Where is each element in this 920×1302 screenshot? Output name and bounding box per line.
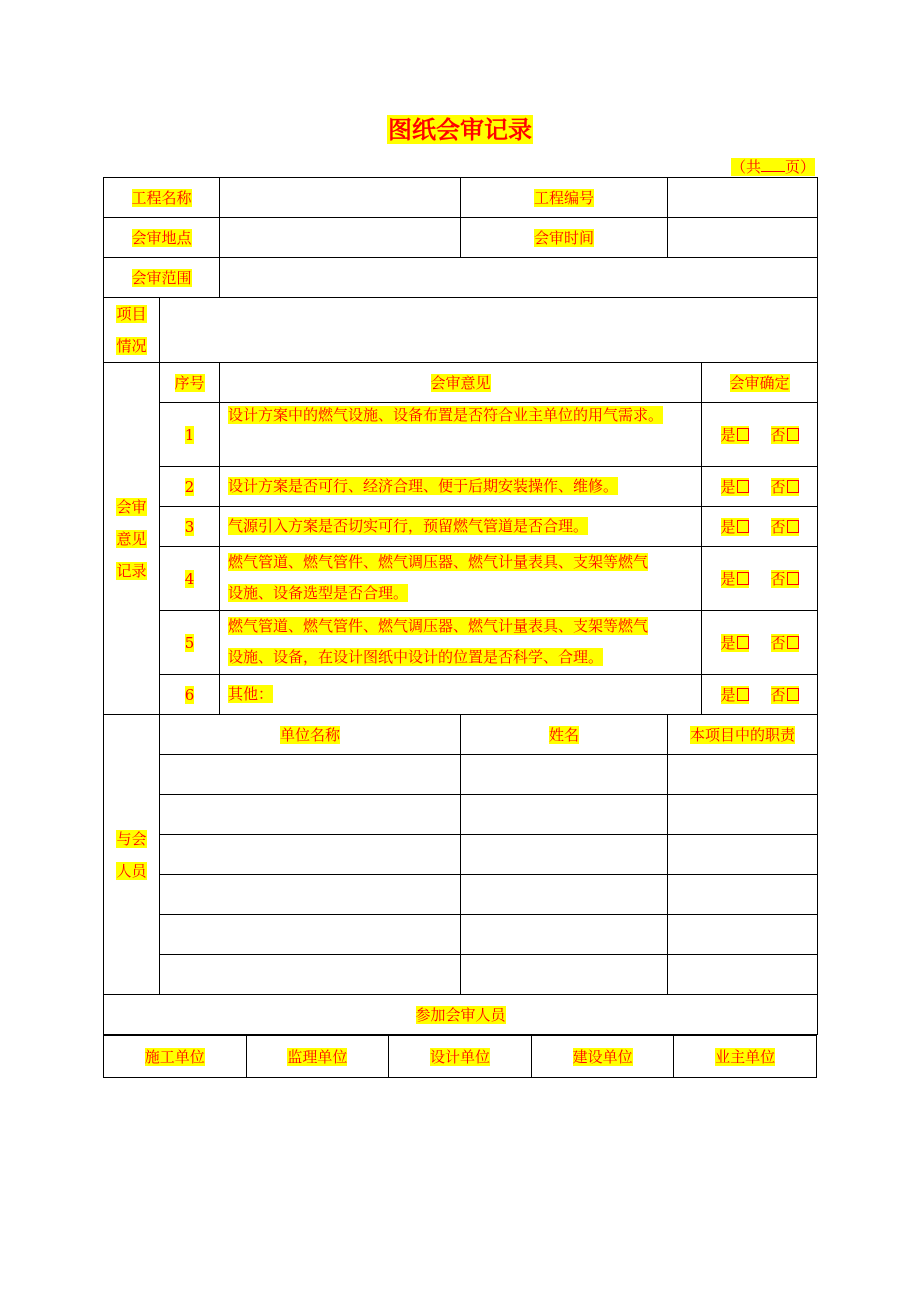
col-confirm-header: 会审确定	[729, 374, 790, 392]
signoff-unit-cell[interactable]: 施工单位	[104, 1036, 247, 1078]
attendee-row	[104, 875, 818, 915]
attendees-side-label: 与会 人员	[104, 715, 160, 995]
signoff-unit-cell[interactable]: 建设单位	[531, 1036, 674, 1078]
attendee-row	[104, 755, 818, 795]
review-item-text: 其他：	[228, 685, 274, 703]
review-item-no: 6	[184, 685, 195, 704]
project-name-label: 工程名称	[131, 189, 192, 207]
review-confirm: 是 否	[702, 403, 818, 467]
review-item-text-line1: 燃气管道、燃气管件、燃气调压器、燃气计量表具、支架等燃气	[228, 617, 649, 635]
attendee-row	[104, 835, 818, 875]
col-opinion-header: 会审意见	[430, 374, 491, 392]
page-count	[731, 156, 815, 177]
review-row	[104, 467, 818, 507]
attendee-name-cell[interactable]	[461, 795, 668, 835]
attendee-name-cell[interactable]	[461, 755, 668, 795]
header-row-1	[104, 178, 818, 218]
time-label: 会审时间	[534, 229, 595, 247]
yes-checkbox[interactable]	[737, 636, 749, 649]
attendee-role-cell[interactable]	[668, 915, 818, 955]
signoff-unit-cell[interactable]: 设计单位	[389, 1036, 532, 1078]
review-item-no: 2	[184, 477, 195, 496]
page-count-prefix: （共	[730, 158, 761, 176]
no-checkbox[interactable]	[787, 636, 799, 649]
review-confirm: 是 否	[702, 507, 818, 547]
yes-checkbox[interactable]	[737, 480, 749, 493]
yes-checkbox[interactable]	[737, 520, 749, 533]
signoff-unit-cell[interactable]: 监理单位	[246, 1036, 389, 1078]
attendee-unit-cell[interactable]	[160, 915, 461, 955]
place-label: 会审地点	[131, 229, 192, 247]
review-header-row	[104, 363, 818, 403]
attendee-row	[104, 795, 818, 835]
project-no-field[interactable]	[668, 178, 818, 218]
review-row	[104, 507, 818, 547]
situation-field[interactable]	[160, 298, 818, 363]
attendee-name-cell[interactable]	[461, 955, 668, 995]
attendee-role-cell[interactable]	[668, 755, 818, 795]
project-name-field[interactable]	[220, 178, 461, 218]
scope-label: 会审范围	[131, 269, 192, 287]
review-form-table	[103, 177, 818, 1035]
review-confirm: 是 否	[702, 675, 818, 715]
review-item-text-line2: 设施、设备，在设计图纸中设计的位置是否科学、合理。	[228, 648, 604, 666]
signoff-units-row	[104, 1036, 817, 1078]
attendee-role-cell[interactable]	[668, 875, 818, 915]
review-item-text: 设计方案中的燃气设施、设备布置是否符合业主单位的用气需求。	[228, 406, 664, 424]
page-count-suffix: 页）	[784, 158, 815, 176]
col-unit-header: 单位名称	[280, 726, 341, 744]
yes-checkbox[interactable]	[737, 572, 749, 585]
attendee-name-cell[interactable]	[461, 875, 668, 915]
attendee-role-cell[interactable]	[668, 955, 818, 995]
review-item-no: 1	[184, 425, 195, 444]
review-item-text-line1: 燃气管道、燃气管件、燃气调压器、燃气计量表具、支架等燃气	[228, 553, 649, 571]
attendee-header-row	[104, 715, 818, 755]
review-item-no: 4	[184, 569, 195, 588]
review-row	[104, 611, 818, 675]
review-item-no: 5	[184, 633, 195, 652]
document-title	[0, 110, 920, 145]
scope-field[interactable]	[220, 258, 818, 298]
signoff-title-row	[104, 995, 818, 1035]
situation-row	[104, 298, 818, 363]
review-row	[104, 403, 818, 467]
review-item-text: 设计方案是否可行、经济合理、便于后期安装操作、维修。	[228, 477, 619, 495]
attendee-row	[104, 915, 818, 955]
review-confirm: 是 否	[702, 467, 818, 507]
header-row-3	[104, 258, 818, 298]
attendee-unit-cell[interactable]	[160, 795, 461, 835]
no-checkbox[interactable]	[787, 520, 799, 533]
col-name-header: 姓名	[549, 726, 580, 744]
attendee-name-cell[interactable]	[461, 915, 668, 955]
page-count-blank[interactable]	[761, 157, 785, 172]
review-row	[104, 675, 818, 715]
project-no-label: 工程编号	[534, 189, 595, 207]
attendee-unit-cell[interactable]	[160, 755, 461, 795]
time-field[interactable]	[668, 218, 818, 258]
col-role-header: 本项目中的职责	[690, 726, 796, 744]
place-field[interactable]	[220, 218, 461, 258]
attendee-unit-cell[interactable]	[160, 835, 461, 875]
signoff-title: 参加会审人员	[415, 1006, 506, 1024]
review-item-text: 气源引入方案是否切实可行，预留燃气管道是否合理。	[228, 517, 589, 535]
no-checkbox[interactable]	[787, 428, 799, 441]
no-checkbox[interactable]	[787, 480, 799, 493]
no-checkbox[interactable]	[787, 688, 799, 701]
attendee-role-cell[interactable]	[668, 835, 818, 875]
situation-label: 项目 情况	[104, 298, 160, 363]
title-text: 图纸会审记录	[388, 115, 532, 144]
col-no-header: 序号	[174, 374, 205, 392]
header-row-2	[104, 218, 818, 258]
review-confirm: 是 否	[702, 611, 818, 675]
attendee-name-cell[interactable]	[461, 835, 668, 875]
signoff-units-table	[103, 1035, 817, 1078]
attendee-role-cell[interactable]	[668, 795, 818, 835]
review-confirm: 是 否	[702, 547, 818, 611]
review-row	[104, 547, 818, 611]
review-item-no: 3	[184, 517, 195, 536]
yes-checkbox[interactable]	[737, 428, 749, 441]
yes-checkbox[interactable]	[737, 688, 749, 701]
review-item-text-line2: 设施、设备选型是否合理。	[228, 584, 409, 602]
signoff-unit-cell[interactable]: 业主单位	[674, 1036, 817, 1078]
attendee-unit-cell[interactable]	[160, 875, 461, 915]
attendee-row	[104, 955, 818, 995]
review-side-label: 会审 意见 记录	[104, 363, 160, 715]
attendee-unit-cell[interactable]	[160, 955, 461, 995]
no-checkbox[interactable]	[787, 572, 799, 585]
